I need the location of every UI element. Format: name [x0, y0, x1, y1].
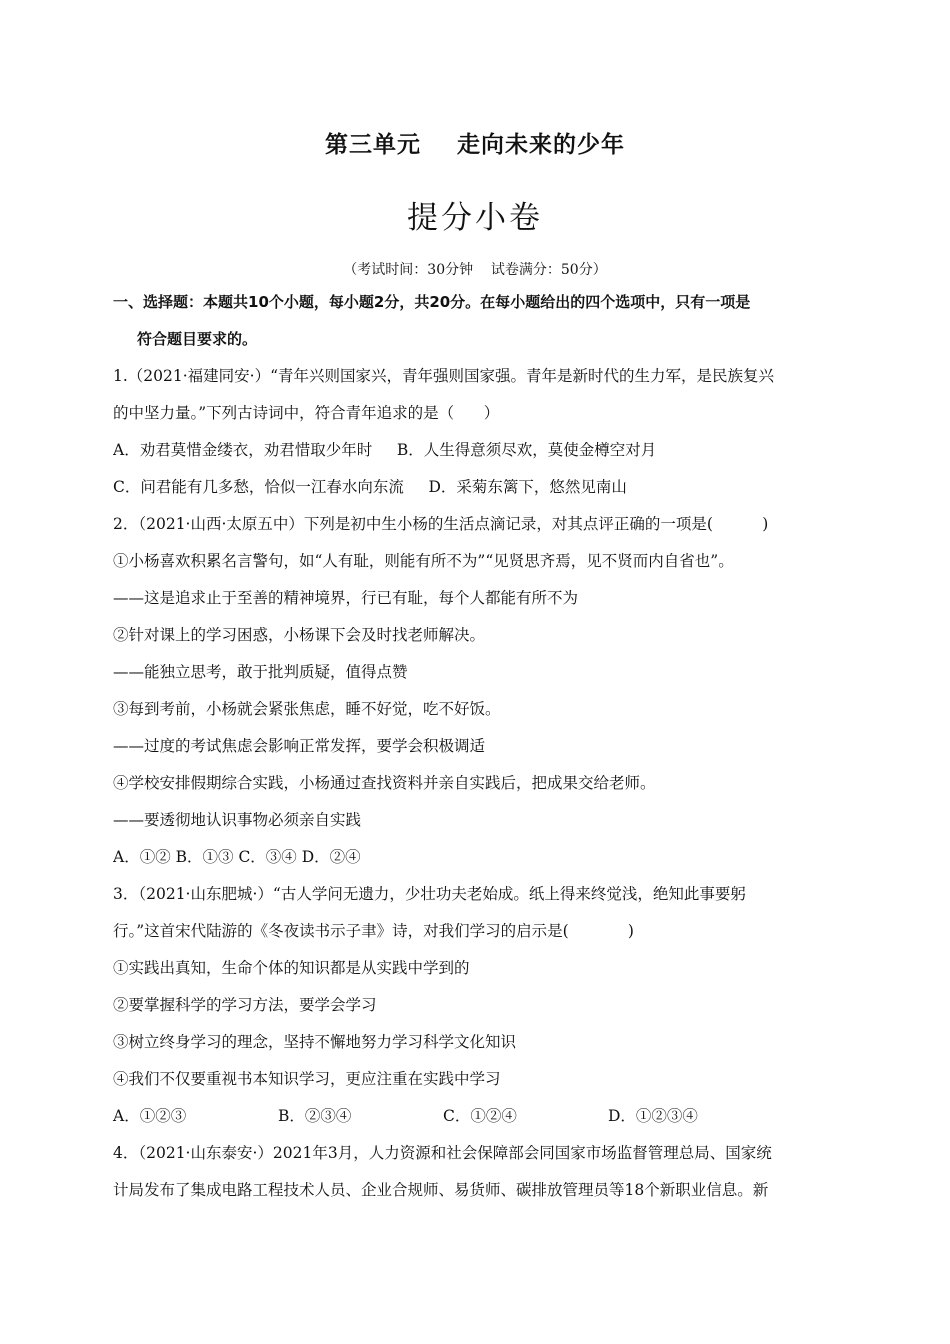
q3-statement-2: ②要掌握科学的学习方法，要学会学习 — [113, 996, 377, 1014]
q2-options: A．①② B．①③ C．③④ D．②④ — [113, 848, 361, 866]
q2-comment-1: ——这是追求止于至善的精神境界，行已有耻，每个人都能有所不为 — [113, 589, 579, 607]
q3-statement-1: ①实践出真知，生命个体的知识都是从实践中学到的 — [113, 959, 470, 977]
q3-statement-3: ③树立终身学习的理念，坚持不懈地努力学习科学文化知识 — [113, 1033, 517, 1051]
q2-stem: 2．（2021·山西·太原五中）下列是初中生小杨的生活点滴记录，对其点评正确的一项是( ) — [113, 515, 769, 533]
q2-statement-4: ④学校安排假期综合实践，小杨通过查找资料并亲自实践后，把成果交给老师。 — [113, 774, 656, 792]
q3-option-c: C．①②④ — [443, 1107, 517, 1125]
section-heading: 一、选择题：本题共10个小题，每小题2分，共20分。在每小题给出的四个选项中，只有一项是 — [113, 293, 751, 311]
q2-statement-1: ①小杨喜欢积累名言警句，如“人有耻，则能有所不为”“见贤思齐焉，见不贤而内自省也”。 — [113, 552, 734, 570]
paper-title: 提分小卷 — [407, 200, 543, 236]
section-heading-cont: 符合题目要求的。 — [137, 330, 258, 348]
q3-statement-4: ④我们不仅要重视书本知识学习，更应注重在实践中学习 — [113, 1070, 501, 1088]
q2-comment-2: ——能独立思考，敢于批判质疑，值得点赞 — [113, 663, 408, 681]
unit-title: 第三单元 走向未来的少年 — [324, 132, 626, 158]
q3-option-b: B．②③④ — [278, 1107, 352, 1125]
q2-statement-3: ③每到考前，小杨就会紧张焦虑，睡不好觉，吃不好饭。 — [113, 700, 501, 718]
q3-option-a: A．①②③ — [113, 1107, 187, 1125]
q2-comment-4: ——要透彻地认识事物必须亲自实践 — [113, 811, 362, 829]
q4-stem: 4．（2021·山东泰安·）2021年3月，人力资源和社会保障部会同国家市场监督管理总局、国家统 — [113, 1144, 772, 1162]
q4-stem-cont: 计局发布了集成电路工程技术人员、企业合规师、易货师、碳排放管理员等18个新职业信息。新 — [113, 1181, 769, 1199]
q1-options-cd: C．问君能有几多愁，恰似一江春水向东流 D．采菊东篱下，悠然见南山 — [113, 478, 627, 496]
q3-stem: 3．（2021·山东肥城·）“古人学问无遗力，少壮功夫老始成。纸上得来终觉浅，绝知此事要躬 — [113, 885, 746, 903]
q1-stem-cont: 的中坚力量。”下列古诗词中，符合青年追求的是（ ） — [113, 404, 500, 422]
q3-stem-cont: 行。”这首宋代陆游的《冬夜读书示子聿》诗，对我们学习的启示是( ) — [113, 922, 634, 940]
q3-option-d: D．①②③④ — [608, 1107, 698, 1125]
q1-stem: 1.（2021·福建同安·）“青年兴则国家兴，青年强则国家强。青年是新时代的生力军，是民族复兴 — [113, 367, 775, 385]
exam-info: （考试时间：30分钟 试卷满分：50分） — [343, 262, 607, 278]
q2-statement-2: ②针对课上的学习困惑，小杨课下会及时找老师解决。 — [113, 626, 486, 644]
q1-options-ab: A．劝君莫惜金缕衣，劝君惜取少年时 B．人生得意须尽欢，莫使金樽空对月 — [113, 441, 657, 459]
q3-options — [113, 1102, 833, 1139]
question-list — [113, 288, 833, 1213]
q2-comment-3: ——过度的考试焦虑会影响正常发挥，要学会积极调适 — [113, 737, 486, 755]
